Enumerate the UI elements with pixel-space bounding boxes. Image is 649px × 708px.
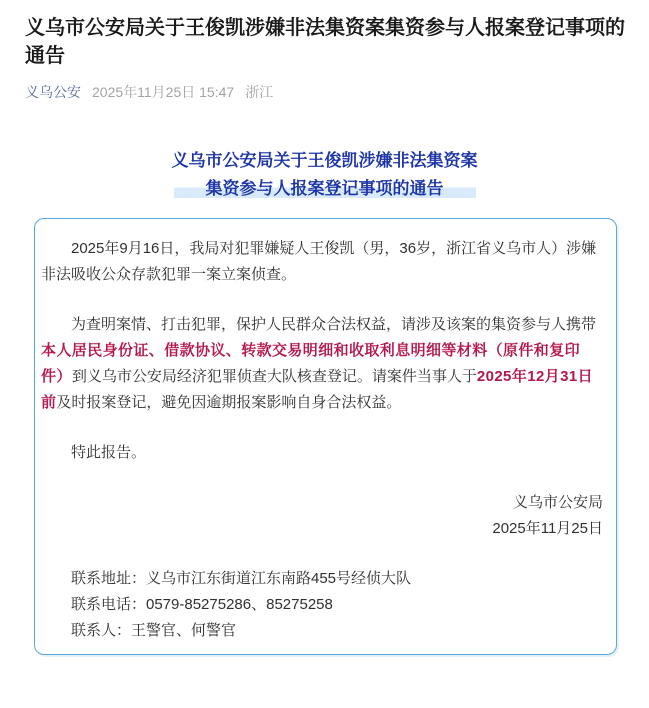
notice-paragraph-closing: 特此报告。 — [71, 444, 147, 461]
publish-time: 2025年11月25日 15:47 — [92, 84, 235, 100]
publish-location: 浙江 — [245, 84, 274, 100]
notice-box — [34, 218, 617, 655]
signature-block — [41, 490, 603, 542]
contact-phone: 联系电话：0579-85275286、85275258 — [71, 596, 333, 613]
notice-paragraph-filing: 2025年9月16日，我局对犯罪嫌疑人王俊凯（男，36岁，浙江省义乌市人）涉嫌非法吸收公众存款犯罪一案立案侦查。 — [41, 240, 597, 283]
notice-title-line2-highlighted: 集资参与人报案登记事项的通告 — [174, 179, 476, 198]
article-title: 义乌市公安局关于王俊凯涉嫌非法集资案集资参与人报案登记事项的通告 — [25, 17, 625, 67]
signature-org: 义乌市公安局 — [512, 494, 603, 511]
article-meta-row — [25, 82, 624, 102]
article-page — [0, 14, 649, 708]
contact-address: 联系地址：义乌市江东街道江东南路455号经侦大队 — [71, 570, 412, 587]
contact-block — [41, 566, 603, 644]
instructions-run5: 及时报案登记，避免因逾期报案影响自身合法权益。 — [56, 394, 402, 411]
contact-person: 联系人：王警官、何警官 — [71, 622, 237, 639]
instructions-run3: 到义乌市公安局经济犯罪侦查大队核查登记。请案件当事人于 — [71, 368, 477, 385]
signature-date: 2025年11月25日 — [492, 520, 603, 537]
emphasis-required-materials: 本人居民身份证、借款协议、转款交易明细和收取利息明细等材料（原件和复印件） — [41, 342, 581, 385]
account-name-link[interactable]: 义乌公安 — [25, 84, 81, 100]
notice-paragraph-instructions — [41, 312, 603, 416]
notice-title-line2-wrap — [0, 175, 649, 203]
instructions-run1: 为查明案情、打击犯罪，保护人民群众合法权益，请涉及该案的集资参与人携带 — [71, 316, 597, 333]
notice-title — [0, 147, 649, 203]
emphasis-deadline: 2025年12月31日前 — [41, 368, 593, 411]
notice-title-line1: 义乌市公安局关于王俊凯涉嫌非法集资案 — [171, 151, 478, 170]
